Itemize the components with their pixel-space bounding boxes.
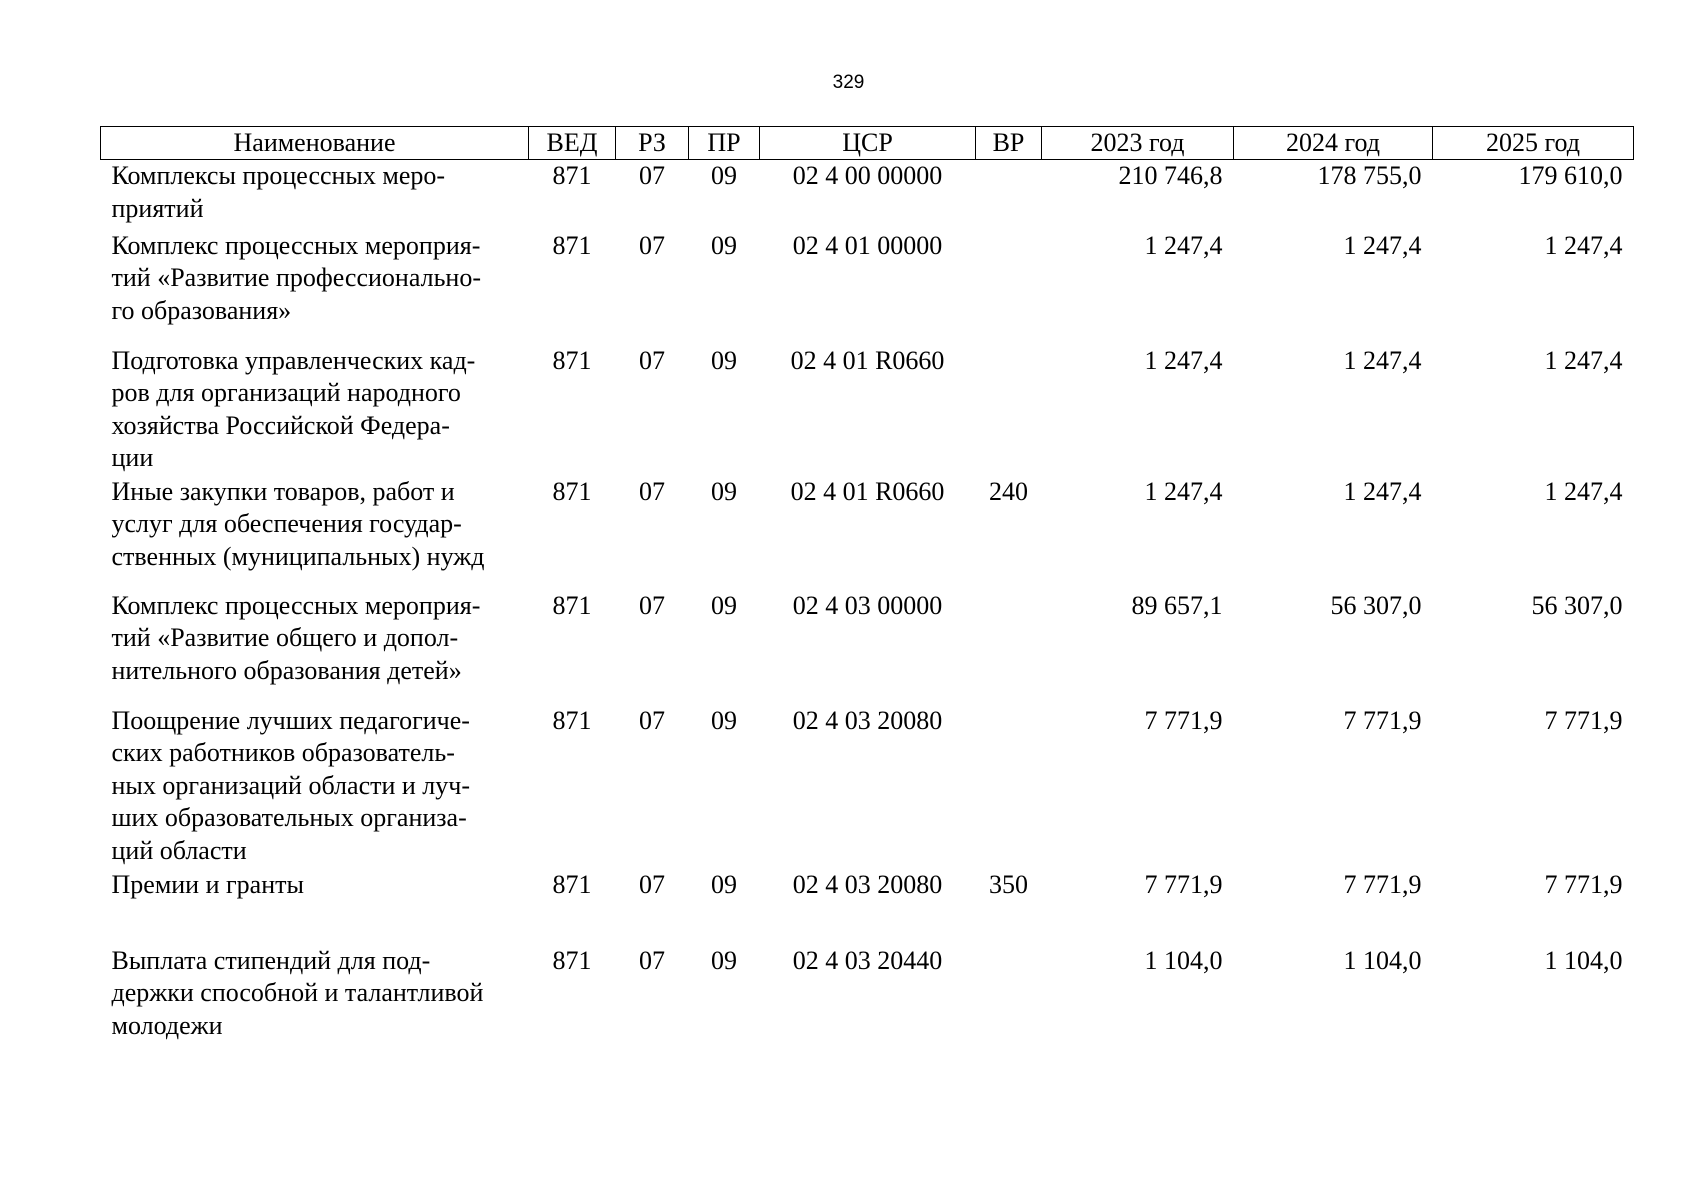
row-vr <box>976 160 1042 230</box>
table-row <box>101 705 1634 869</box>
header-2023: 2023 год <box>1042 127 1234 160</box>
row-2024: 7 771,9 <box>1343 869 1422 899</box>
row-rz: 07 <box>639 945 665 975</box>
row-vr <box>976 590 1042 705</box>
row-csr: 02 4 03 20080 <box>792 869 943 899</box>
row-2024: 1 247,4 <box>1343 345 1422 375</box>
table-row <box>101 869 1634 945</box>
row-rz: 07 <box>639 230 665 260</box>
row-2023: 1 104,0 <box>1144 945 1223 975</box>
row-pr: 09 <box>711 345 737 375</box>
row-ved: 871 <box>552 345 592 375</box>
row-rz: 07 <box>639 590 665 620</box>
row-rz: 07 <box>639 345 665 375</box>
row-2024: 56 307,0 <box>1330 590 1422 620</box>
table-row <box>101 230 1634 345</box>
row-2023: 1 247,4 <box>1144 476 1223 506</box>
row-pr: 09 <box>711 476 737 506</box>
table-row <box>101 345 1634 476</box>
row-ved: 871 <box>552 869 592 899</box>
row-name: Комплекс процессных мероприя- тий «Развитие общего и допол- нительного образования детей» <box>111 590 481 685</box>
row-rz: 07 <box>639 476 665 506</box>
row-2023: 89 657,1 <box>1131 590 1223 620</box>
row-2023: 7 771,9 <box>1144 705 1223 735</box>
row-2025: 1 104,0 <box>1544 945 1623 975</box>
row-pr: 09 <box>711 230 737 260</box>
row-name: Комплекс процессных мероприя- тий «Развитие профессионально- го образования» <box>111 230 481 325</box>
row-csr: 02 4 03 20440 <box>792 945 943 975</box>
row-vr <box>976 230 1042 345</box>
row-2025: 7 771,9 <box>1544 869 1623 899</box>
row-vr: 350 <box>989 869 1028 899</box>
row-2023: 210 746,8 <box>1118 161 1223 190</box>
page-number: 329 <box>832 72 865 93</box>
row-name: Премии и гранты <box>111 869 304 899</box>
row-2025: 1 247,4 <box>1544 345 1623 375</box>
header-csr: ЦСР <box>760 127 976 160</box>
row-pr: 09 <box>711 161 737 190</box>
row-rz: 07 <box>639 869 665 899</box>
header-2025: 2025 год <box>1433 127 1634 160</box>
row-name: Выплата стипендий для под- держки способной и талантливой молодежи <box>111 945 484 1040</box>
row-pr: 09 <box>711 705 737 735</box>
row-vr <box>976 345 1042 476</box>
table-row <box>101 476 1634 590</box>
header-ved: ВЕД <box>529 127 616 160</box>
row-2023: 7 771,9 <box>1144 869 1223 899</box>
row-2025: 56 307,0 <box>1531 590 1623 620</box>
row-2025: 1 247,4 <box>1544 230 1623 260</box>
row-2024: 178 755,0 <box>1317 161 1422 190</box>
row-2023: 1 247,4 <box>1144 230 1223 260</box>
header-vr: ВР <box>976 127 1042 160</box>
row-ved: 871 <box>552 705 592 735</box>
row-rz: 07 <box>639 161 665 190</box>
row-ved: 871 <box>552 230 592 260</box>
row-csr: 02 4 01 R0660 <box>790 345 945 375</box>
row-csr: 02 4 03 00000 <box>792 590 943 620</box>
row-name: Подготовка управленческих кад- ров для организаций народного хозяйства Российской Федера- ции <box>111 345 476 472</box>
row-rz: 07 <box>639 705 665 735</box>
row-csr: 02 4 01 00000 <box>792 230 943 260</box>
row-pr: 09 <box>711 869 737 899</box>
header-name: Наименование <box>101 127 529 160</box>
row-2024: 7 771,9 <box>1343 705 1422 735</box>
header-rz: РЗ <box>616 127 689 160</box>
row-vr: 240 <box>989 476 1028 506</box>
row-2024: 1 247,4 <box>1343 476 1422 506</box>
row-ved: 871 <box>552 945 592 975</box>
row-name: Комплексы процессных меро- приятий <box>111 161 446 223</box>
row-csr: 02 4 00 00000 <box>792 161 943 190</box>
row-2025: 7 771,9 <box>1544 705 1623 735</box>
header-2024: 2024 год <box>1234 127 1433 160</box>
row-2025: 179 610,0 <box>1518 161 1623 190</box>
row-ved: 871 <box>552 476 592 506</box>
row-2023: 1 247,4 <box>1144 345 1223 375</box>
row-2025: 1 247,4 <box>1544 476 1623 506</box>
row-name: Поощрение лучших педагогиче- ских работников образователь- ных организаций области и луч- ших образовательных организа- ций области <box>111 705 471 865</box>
header-pr: ПР <box>689 127 760 160</box>
table-row <box>101 590 1634 705</box>
row-csr: 02 4 03 20080 <box>792 705 943 735</box>
row-vr <box>976 945 1042 1045</box>
row-ved: 871 <box>552 161 592 190</box>
row-2024: 1 247,4 <box>1343 230 1422 260</box>
row-name: Иные закупки товаров, работ и услуг для обеспечения государ- ственных (муниципальных) нужд <box>111 476 485 571</box>
table-row <box>101 160 1634 230</box>
row-ved: 871 <box>552 590 592 620</box>
row-csr: 02 4 01 R0660 <box>790 476 945 506</box>
header-row <box>101 127 1634 160</box>
budget-table <box>100 126 1634 1045</box>
row-pr: 09 <box>711 945 737 975</box>
table-row <box>101 945 1634 1045</box>
row-pr: 09 <box>711 590 737 620</box>
row-vr <box>976 705 1042 869</box>
row-2024: 1 104,0 <box>1343 945 1422 975</box>
